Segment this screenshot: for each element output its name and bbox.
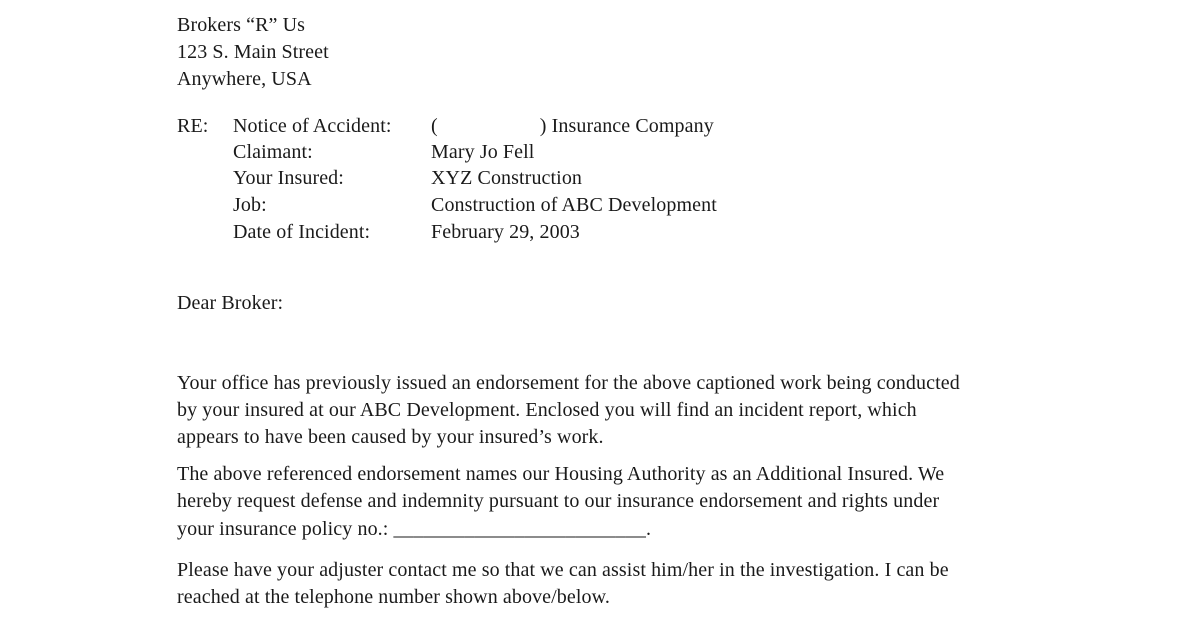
re-row-value: Mary Jo Fell [431, 141, 535, 163]
sender-city: Anywhere, USA [177, 68, 312, 90]
re-row-value: ( ) Insurance Company [431, 115, 714, 137]
re-row-label: Claimant: [233, 141, 313, 163]
paragraph-line: reached at the telephone number shown above/below. [177, 586, 610, 608]
sender-name: Brokers “R” Us [177, 14, 306, 36]
re-label: RE: [177, 115, 209, 137]
salutation: Dear Broker: [177, 292, 284, 314]
paragraph-line: Your office has previously issued an endorsement for the above captioned work being conducted [177, 372, 960, 394]
re-row-value: February 29, 2003 [431, 221, 580, 243]
sender-street: 123 S. Main Street [177, 41, 329, 63]
re-row-label: Job: [233, 194, 267, 216]
paragraph-line: by your insured at our ABC Development. Enclosed you will find an incident report, which [177, 399, 917, 421]
re-row-value: XYZ Construction [431, 167, 583, 189]
re-row-value: Construction of ABC Development [431, 194, 717, 216]
re-row-label: Date of Incident: [233, 221, 371, 243]
paragraph-line: The above referenced endorsement names our Housing Authority as an Additional Insured. We [177, 463, 945, 485]
paragraph-line: appears to have been caused by your insured’s work. [177, 426, 604, 448]
paragraph-line: hereby request defense and indemnity pursuant to our insurance endorsement and rights under [177, 490, 940, 512]
re-row-label: Your Insured: [233, 167, 344, 189]
paragraph-line: your insurance policy no.: _________________________. [177, 518, 652, 540]
paragraph-line: Please have your adjuster contact me so that we can assist him/her in the investigation. I can be [177, 559, 949, 581]
re-row-label: Notice of Accident: [233, 115, 392, 137]
